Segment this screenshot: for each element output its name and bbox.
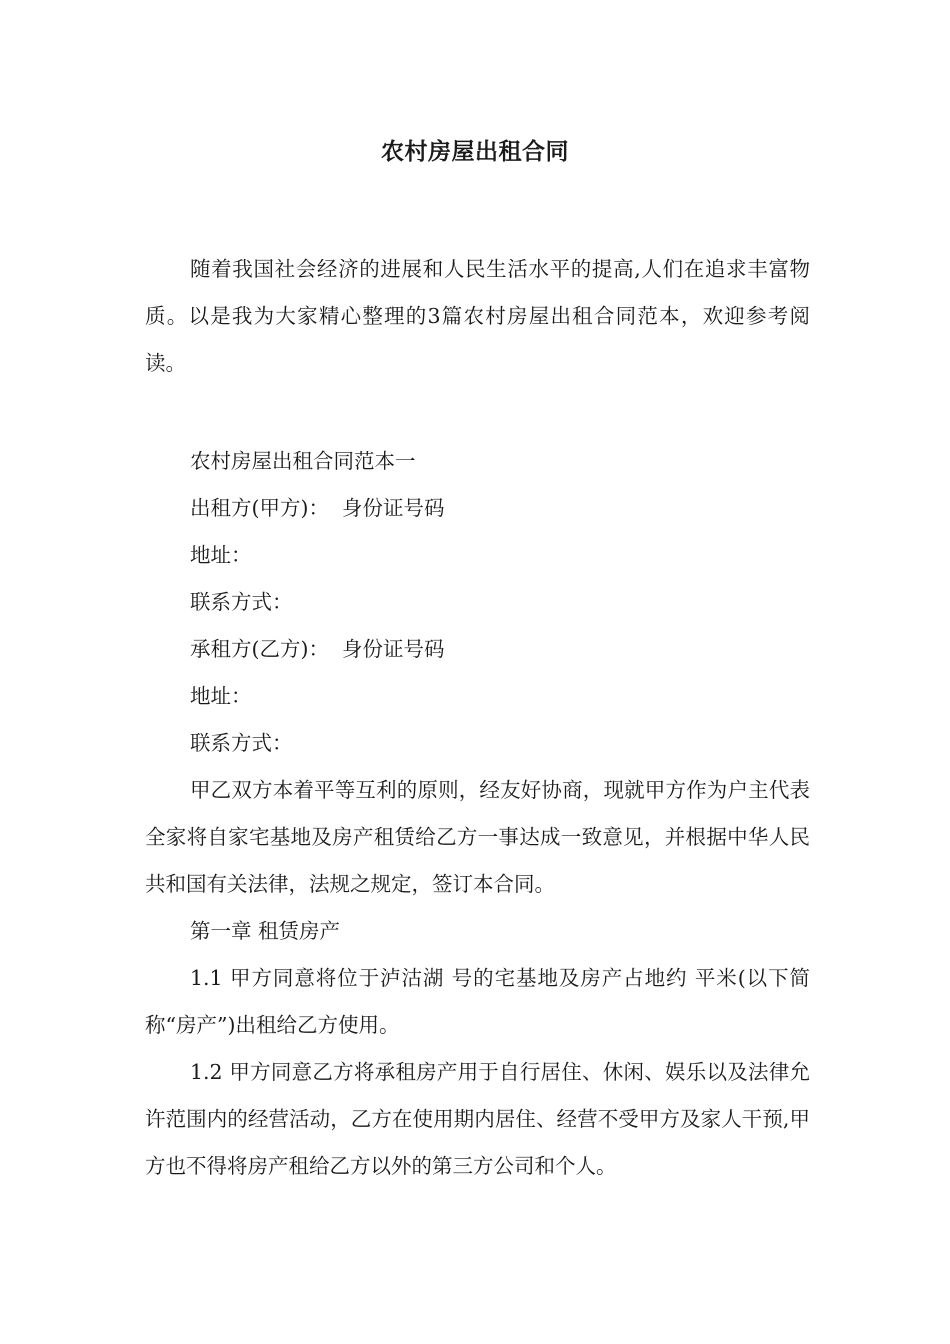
party-b-contact: 联系方式：	[190, 731, 293, 755]
party-b-address: 地址：	[190, 684, 252, 708]
contract-body	[145, 438, 810, 1190]
party-b-line: 承租方(乙方)： 身份证号码	[190, 637, 445, 661]
party-a-address: 地址：	[190, 543, 252, 567]
clause-1-2: 1.2 甲方同意乙方将承租房产用于自行居住、休闲、娱乐以及法律允许范围内的经营活动，乙方在使用期内居住、经营不受甲方及家人干预,甲方也不得将房产租给乙方以外的第三方公司和个人。	[145, 1060, 810, 1178]
preamble-paragraph: 甲乙双方本着平等互利的原则，经友好协商，现就甲方作为户主代表全家将自家宅基地及房产租赁给乙方一事达成一致意见，并根据中华人民共和国有关法律，法规之规定，签订本合同。	[145, 778, 810, 896]
section-title: 农村房屋出租合同范本一	[190, 449, 416, 473]
party-a-contact: 联系方式：	[190, 590, 293, 614]
clause-1-1: 1.1 甲方同意将位于泸沽湖 号的宅基地及房产占地约 平米(以下简称“房产”)出租给乙方使用。	[145, 966, 810, 1037]
chapter-1-title: 第一章 租赁房产	[190, 919, 341, 943]
intro-block	[145, 246, 810, 387]
party-a-line: 出租方(甲方)： 身份证号码	[190, 496, 445, 520]
intro-paragraph: 随着我国社会经济的进展和人民生活水平的提高,人们在追求丰富物质。以是我为大家精心整理的3篇农村房屋出租合同范本，欢迎参考阅读。	[145, 257, 810, 375]
document-title: 农村房屋出租合同	[381, 139, 569, 165]
